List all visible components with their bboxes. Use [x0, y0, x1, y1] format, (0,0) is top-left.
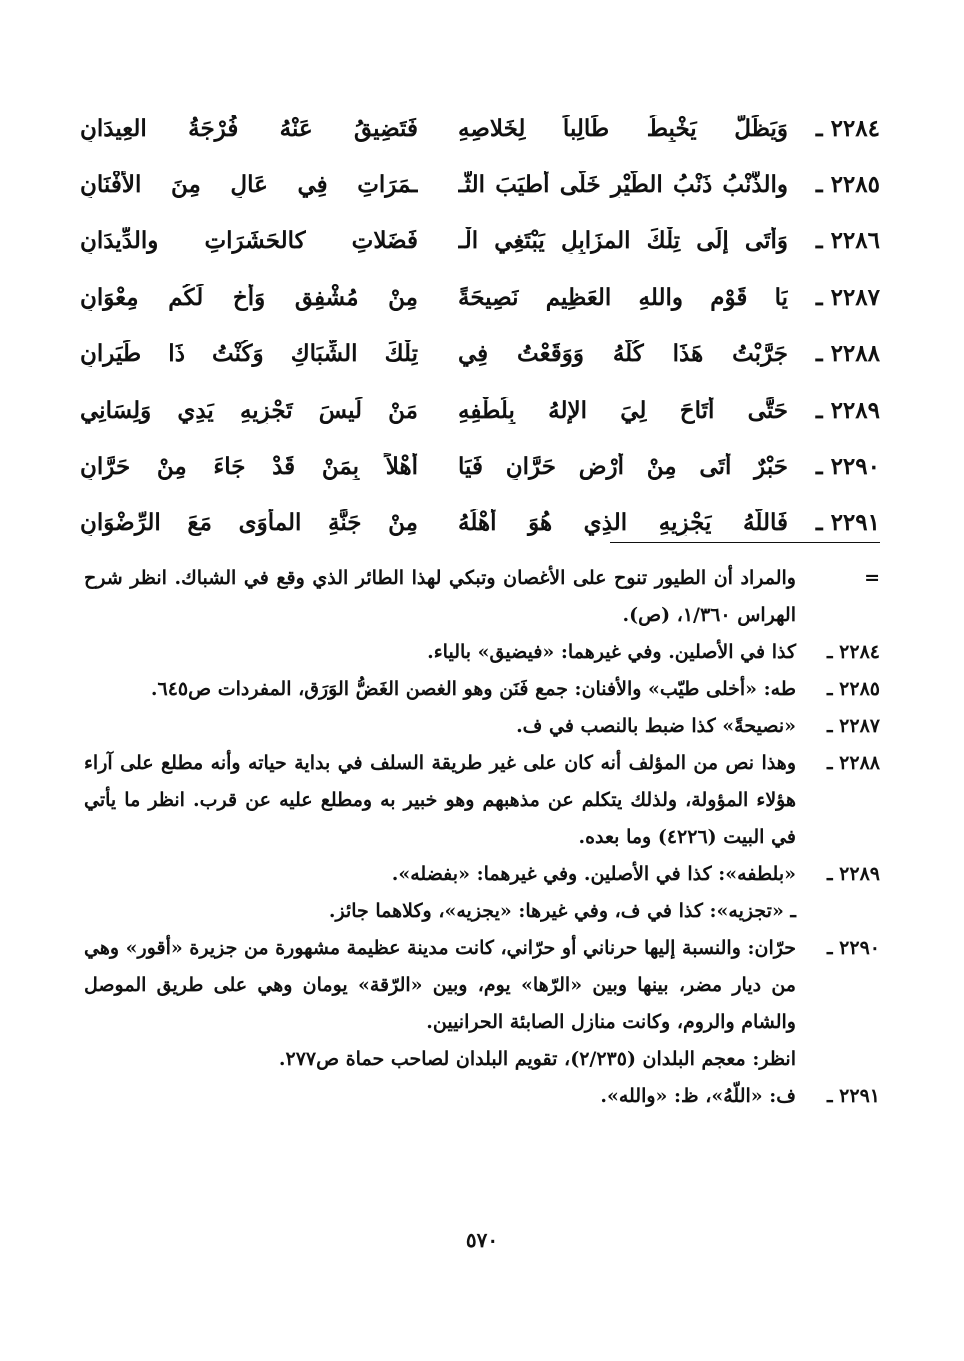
footnote-number: =: [864, 567, 880, 589]
verse-second-hemistich: مَنْ لَيسَ تَجْزِيهِ يَدِي وَلِسَانِي: [80, 396, 418, 424]
footnote-text: كذا في الأصلين. وفي غيرهما: «فيضيق» بالياء.: [427, 641, 796, 663]
verse-second-hemistich: أَهْلاً بِمَنْ قَدْ جَاءَ مِنْ حَرَّانِ: [80, 453, 418, 481]
footnote-number: ٢٢٨٨ ـ: [826, 752, 880, 774]
footnote-text: انظر: معجم البلدان (٢/٢٣٥)، تقويم البلدان لصاحب حماة ص٢٧٧.: [278, 1048, 796, 1070]
footnote: [84, 708, 880, 745]
verse-row: [80, 213, 880, 269]
footnote-body: والنسبة إليها حرناني أو حرّاني، كانت مدينة عظيمة مشهورة من جزيرة «أقور» وهي من ديار مضر، بينها وبين «الرّها» يوم، وبين «الرّقة» يومان وهي على طريق الموصل والشام والروم، وكانت منازل الصابئة الحرانيين.: [84, 937, 796, 1033]
verse-first-hemistich: جَرَّبْتُ هَذَا كُلَّهُ وَوَقَعْتُ فِي: [458, 340, 788, 368]
verse-row: [80, 326, 880, 382]
verse-first-hemistich: فَاللَّهُ يَجْزِيهِ الذِي هُوَ أَهْلُهُ: [458, 509, 788, 537]
footnote-text: ف: «اللّهُ»، ظ: «والله».: [600, 1085, 796, 1107]
page-number: ٥٧٠: [465, 1228, 499, 1252]
verse-row: [80, 100, 880, 156]
verse-second-hemistich: ـمَرَاتِ فِي عَالٍ مِنَ الأَفْنَانِ: [80, 171, 418, 199]
footnotes: [84, 560, 880, 1115]
verse-number: ٢٢٩٠ ـ: [815, 453, 880, 481]
footnote: [84, 893, 880, 930]
verse-second-hemistich: فَتَضِيقُ عَنْهُ فُرْجَةُ العِيدَانِ: [80, 114, 418, 142]
verse-first-hemistich: يَا قَوْمِ واللهِ العَظِيمِ نَصِيحَةً: [458, 283, 788, 311]
verse-second-hemistich: مِنْ جَنَّةِ المأْوَى مَعَ الرِّضْوَانِ: [80, 509, 418, 537]
footnote-term: حرّان:: [747, 937, 796, 959]
footnote: [84, 745, 880, 856]
footnote-number: ٢٢٩١ ـ: [826, 1085, 880, 1107]
footnote-number: ٢٢٨٩ ـ: [826, 863, 880, 885]
footnote: [84, 560, 880, 634]
footnote: [84, 856, 880, 893]
verse-first-hemistich: حَتَّى أتَاحَ لِيَ الإلهُ بِلُطْفِهِ: [458, 396, 788, 424]
verse-number: ٢٢٨٥ ـ: [815, 171, 880, 199]
footnote-text: [84, 930, 796, 1041]
footnote: [84, 1041, 880, 1078]
verse-number: ٢٢٨٧ ـ: [815, 283, 880, 311]
verse-second-hemistich: تِلْكَ الشِّبَاكِ وَكُنْتُ ذَا طَيَرانِ: [80, 340, 418, 368]
footnote-text: والمراد أن الطيور تنوح على الأغصان وتبكي لهذا الطائر الذي وقع في الشباك. انظر شرح الهراس ١/٣٦٠، (ص).: [84, 567, 796, 626]
verse-first-hemistich: حَبْرٌ أَتَى مِنْ أرْضِ حَرَّانٍ فَيَا: [458, 453, 788, 481]
footnote: [84, 634, 880, 671]
footnote-text: «نصيحةً» كذا ضبط بالنصب في ف.: [516, 715, 796, 737]
verse-block: [80, 100, 880, 551]
footnote-number: ٢٢٨٥ ـ: [826, 678, 880, 700]
verse-number: ٢٢٩١ ـ: [815, 509, 880, 537]
verse-number: ٢٢٨٩ ـ: [815, 396, 880, 424]
verse-second-hemistich: فَضَلاتِ كالحَشَرَاتِ والدِّيدَانِ: [80, 227, 418, 255]
verse-number: ٢٢٨٨ ـ: [815, 340, 880, 368]
footnote-text: ـ «تجزيه»: كذا في ف، وفي غيرها: «يجزيه»، وكلاهما جائز.: [328, 900, 796, 922]
verse-row: [80, 156, 880, 212]
footnote-number: [796, 1041, 880, 1078]
footnote: [84, 671, 880, 708]
verse-row: [80, 269, 880, 325]
verse-first-hemistich: وَيَظَلُّ يَخْبِطُ طَالِباً لِخَلاصِهِ: [458, 114, 788, 142]
verse-first-hemistich: وَأَتَى إِلَى تِلْكَ المزَابِلِ يَبْتَغِي الْـ: [458, 227, 788, 255]
footnote-text: «بلطفه»: كذا في الأصلين. وفي غيرهما: «بفضله».: [391, 863, 796, 885]
footnote-number: ٢٢٩٠ ـ: [826, 937, 880, 959]
verse-second-hemistich: مِنْ مُشْفِقٍ وَأخٍ لَكُم مِعْوَانِ: [80, 283, 418, 311]
footnote-number: ٢٢٨٤ ـ: [826, 641, 880, 663]
verse-number: ٢٢٨٤ ـ: [815, 114, 880, 142]
footnote-number: [796, 893, 880, 930]
verse-row: [80, 438, 880, 494]
footnote-divider: [610, 542, 880, 543]
verse-number: ٢٢٨٦ ـ: [815, 227, 880, 255]
verse-first-hemistich: والذَّنْبُ ذَنْبُ الطَّيْرِ خَلَّى أطيَبَ الثَّـ: [458, 171, 788, 199]
verse-row: [80, 382, 880, 438]
footnote-text: وهذا نص من المؤلف أنه كان على غير طريقة السلف في بداية حياته وأنه مطلع على آراء هؤلاء المؤولة، ولذلك يتكلم عن مذهبهم وهو خبير به ومطلع عليه عن قرب. انظر ما يأتي في البيت (٤٢٢٦) وما بعده.: [84, 752, 796, 848]
footnote: [84, 930, 880, 1041]
footnote-text: طه: «أخلى طيّب» والأفنان: جمع فَنَن وهو الغصن الغَضُّ الوَرَق، المفردات ص٦٤٥.: [150, 678, 796, 700]
footnote-number: ٢٢٨٧ ـ: [826, 715, 880, 737]
footnote: [84, 1078, 880, 1115]
